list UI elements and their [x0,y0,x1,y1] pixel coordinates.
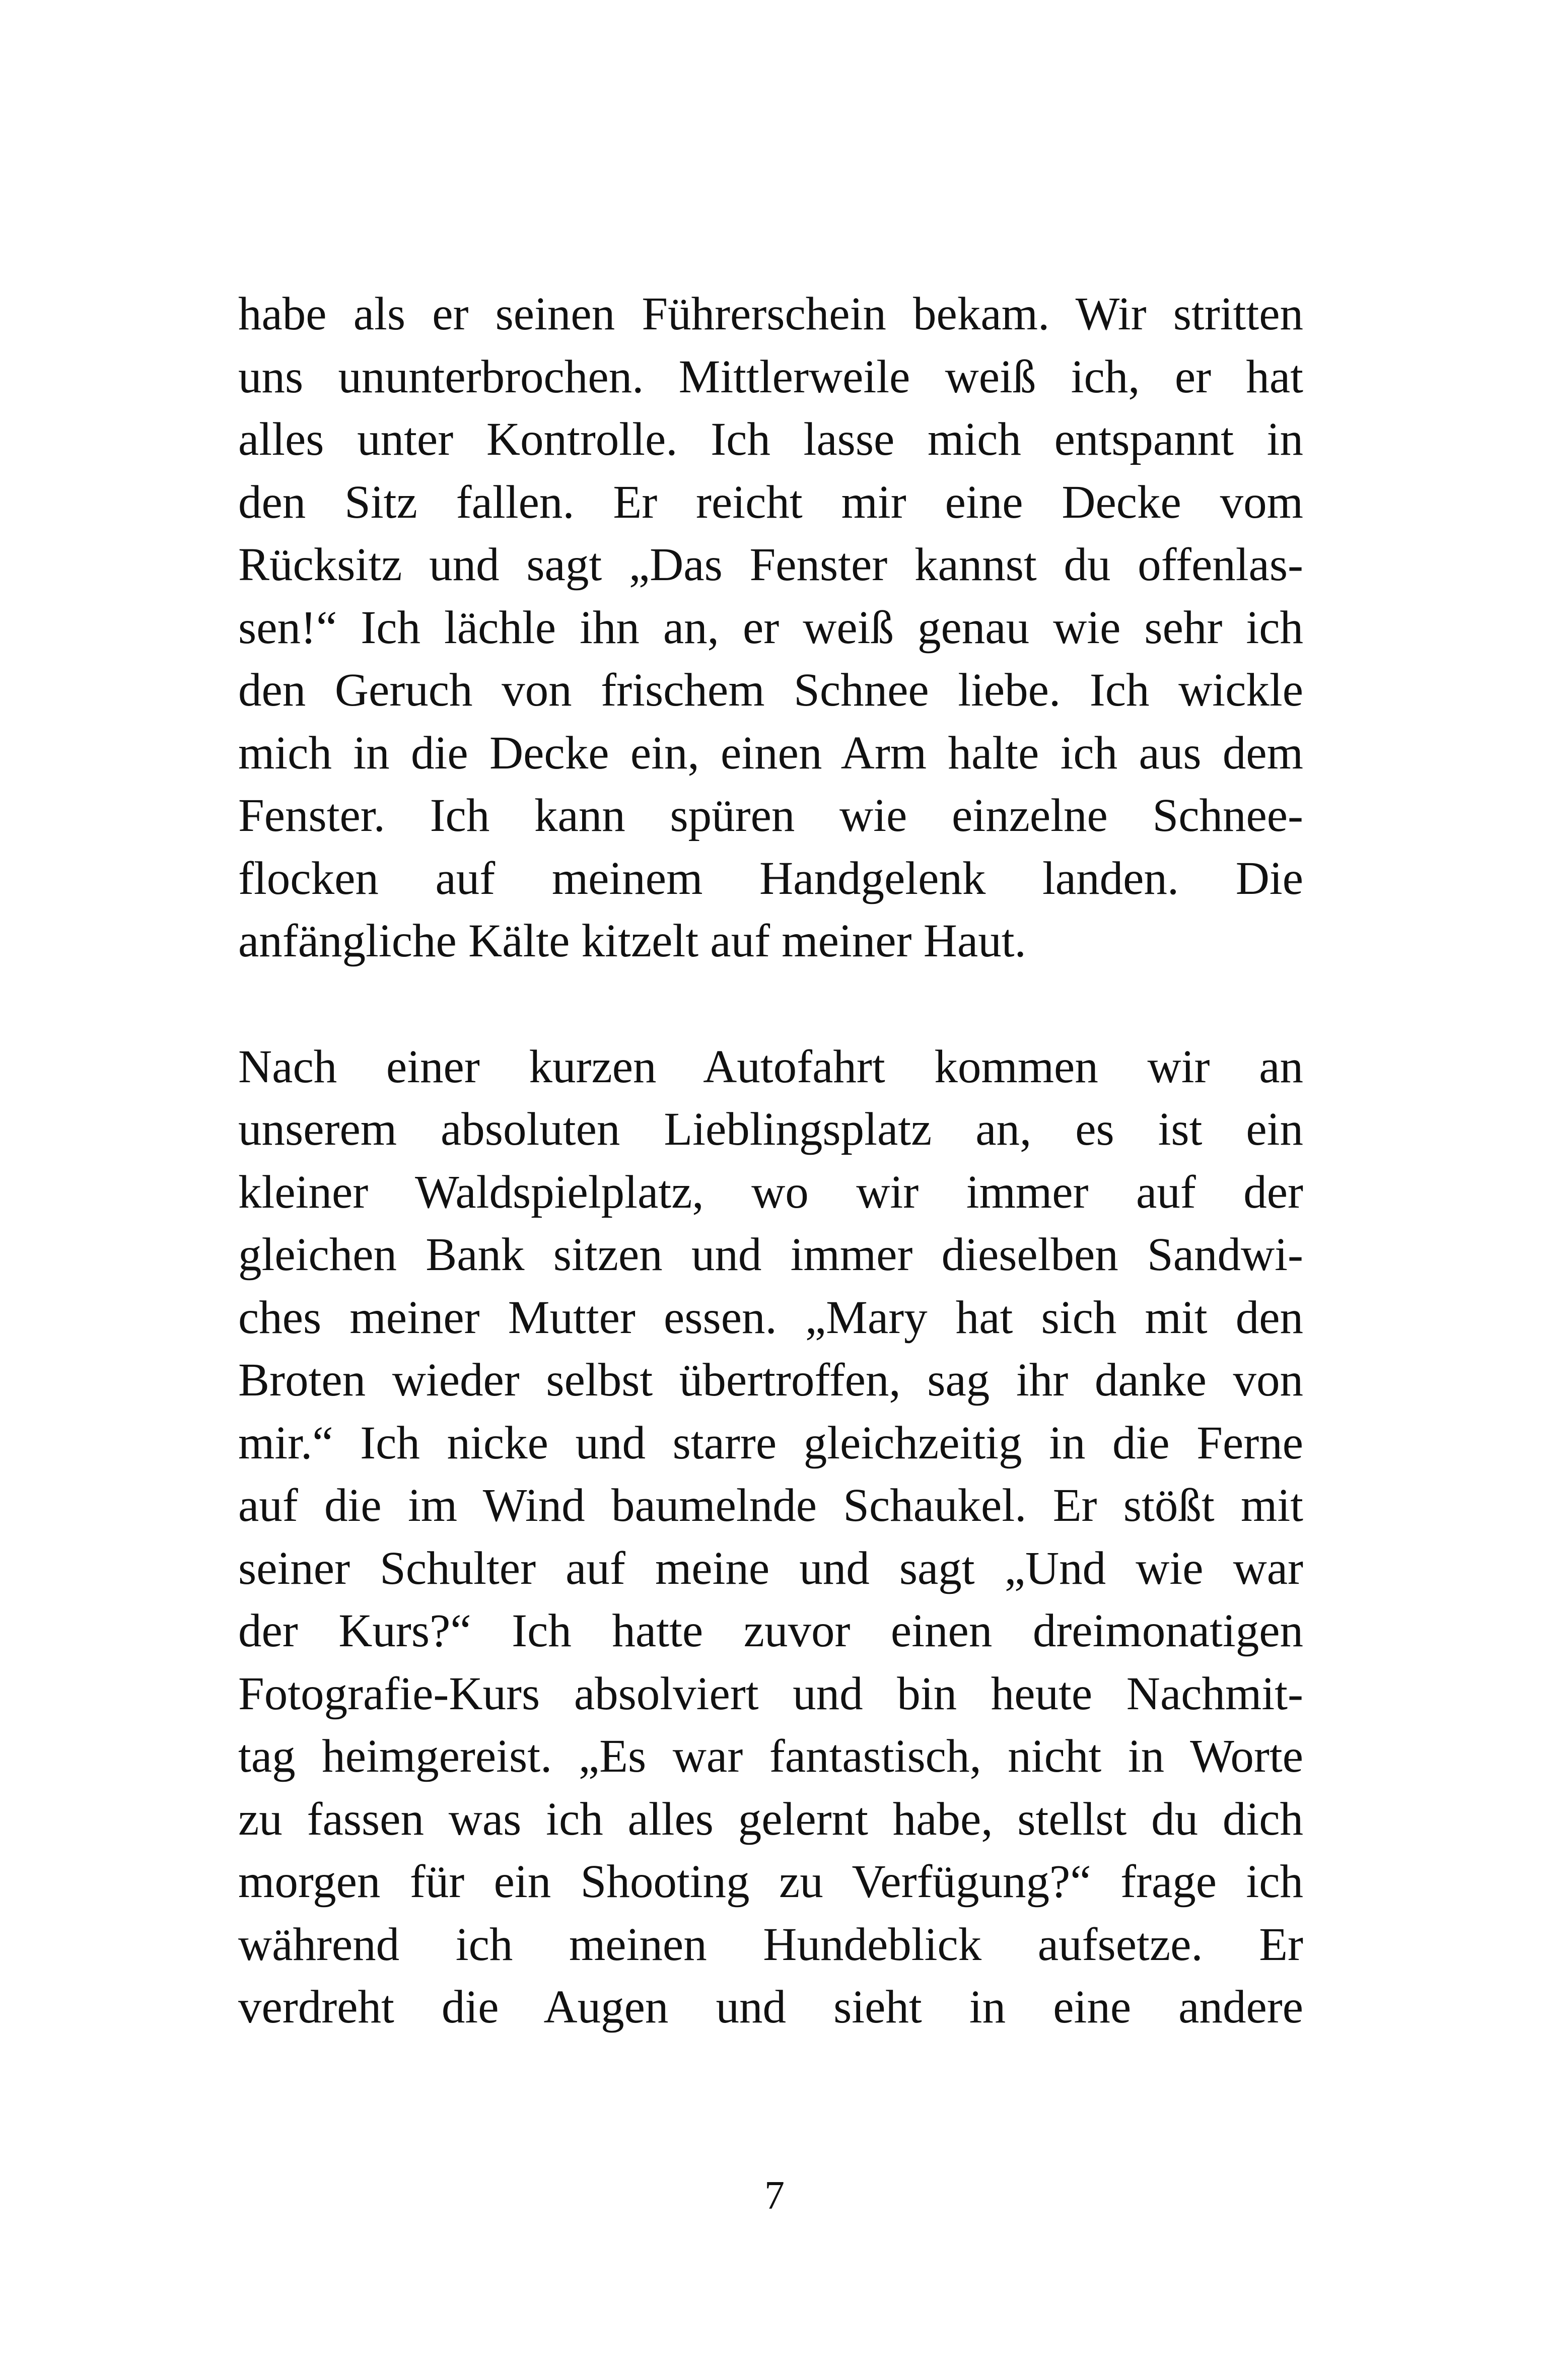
paragraph-1 [238,283,1303,973]
text-line: anfängliche Kälte kitzelt auf meiner Haut. [238,915,1026,967]
text-line: den Sitz fallen. Er reicht mir eine Decke vom [238,476,1303,528]
text-line: mich in die Decke ein, einen Arm halte ich aus dem [238,727,1303,779]
text-line: der Kurs?“ Ich hatte zuvor einen dreimonatigen [238,1605,1303,1657]
text-line: mir.“ Ich nicke und starre gleichzeitig in die Ferne [238,1417,1303,1469]
text-line: auf die im Wind baumelnde Schaukel. Er stößt mit [238,1480,1303,1531]
text-line: morgen für ein Shooting zu Verfügung?“ frage ich [238,1856,1303,1908]
text-line: Rücksitz und sagt „Das Fenster kannst du offenlas- [238,539,1303,591]
text-line: Nach einer kurzen Autofahrt kommen wir an [238,1040,1303,1093]
page-number: 7 [764,2174,785,2218]
paragraph-2 [238,1036,1303,2039]
text-line: uns ununterbrochen. Mittlerweile weiß ich, er hat [238,351,1303,403]
text-line: alles unter Kontrolle. Ich lasse mich entspannt in [238,413,1303,465]
text-line: seiner Schulter auf meine und sagt „Und wie war [238,1542,1303,1594]
text-line: kleiner Waldspielplatz, wo wir immer auf der [238,1166,1303,1218]
text-line: flocken auf meinem Handgelenk landen. Die [238,852,1303,904]
text-line: den Geruch von frischem Schnee liebe. Ich wickle [238,664,1303,716]
text-line: während ich meinen Hundeblick aufsetze. Er [238,1918,1303,1971]
text-line: verdreht die Augen und sieht in eine andere [238,1981,1303,2033]
text-line: Fenster. Ich kann spüren wie einzelne Schnee- [238,790,1303,842]
text-line: ches meiner Mutter essen. „Mary hat sich mit den [238,1291,1303,1344]
text-line: habe als er seinen Führerschein bekam. Wir stritten [238,288,1303,340]
text-line: Broten wieder selbst übertroffen, sag ihr danke von [238,1354,1303,1406]
text-line: Fotografie-Kurs absolviert und bin heute Nachmit- [238,1667,1303,1720]
text-line: tag heimgereist. „Es war fantastisch, nicht in Worte [238,1730,1303,1782]
text-line: unserem absoluten Lieblingsplatz an, es ist ein [238,1103,1303,1155]
text-line: sen!“ Ich lächle ihn an, er weiß genau wie sehr ich [238,601,1303,654]
body-text [238,283,1303,2039]
text-line: gleichen Bank sitzen und immer dieselben Sandwi- [238,1229,1303,1281]
text-line: zu fassen was ich alles gelernt habe, stellst du dich [238,1793,1303,1845]
paragraph-spacer [238,973,1303,1036]
